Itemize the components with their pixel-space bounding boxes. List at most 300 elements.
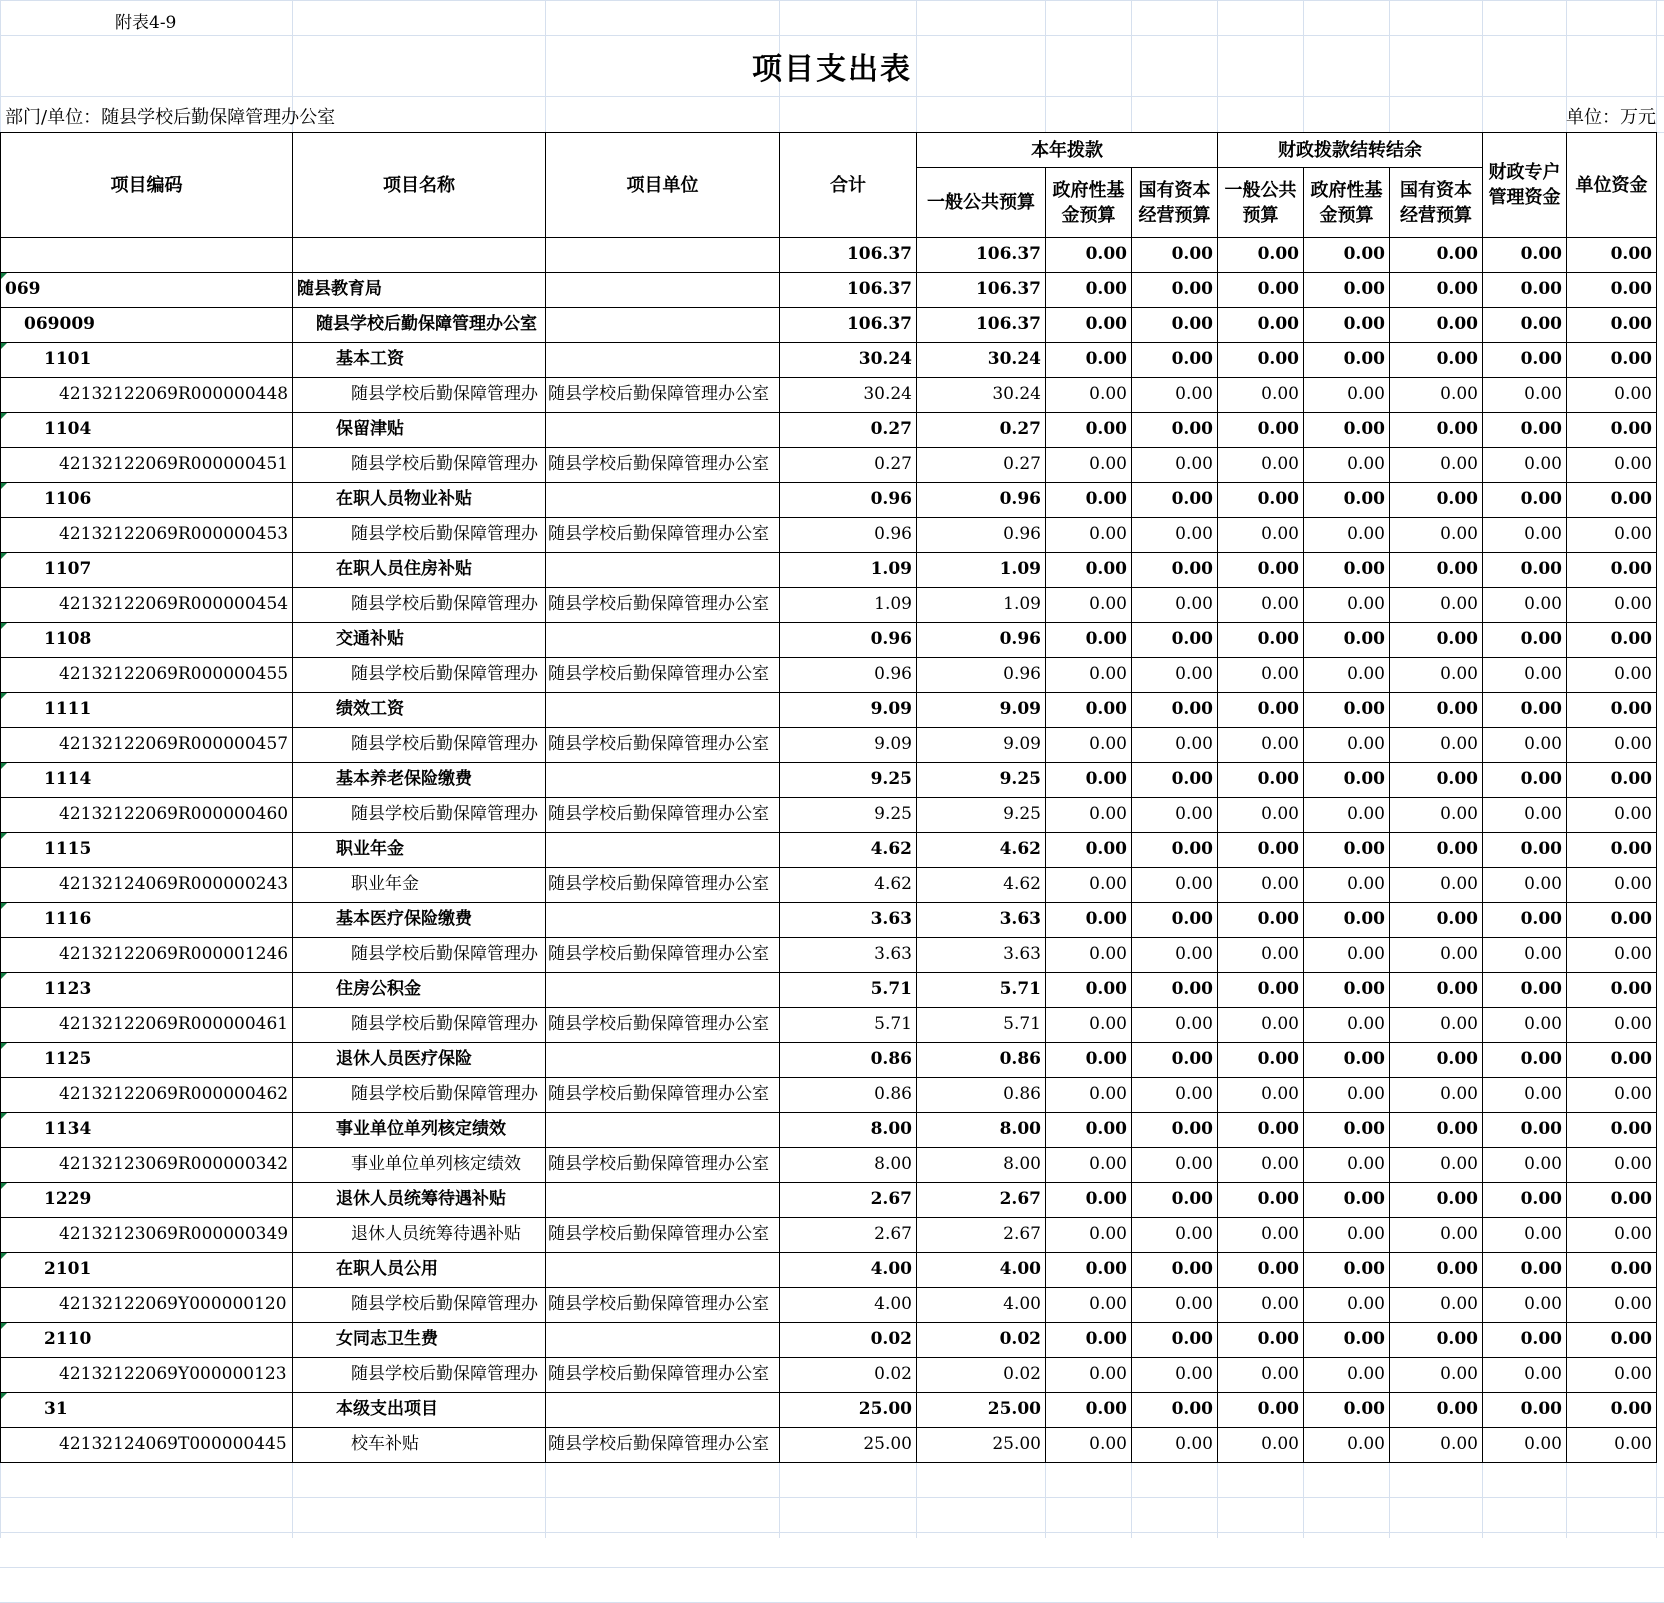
project-unit-cell — [548, 412, 775, 447]
amount-cell: 0.00 — [1089, 1224, 1127, 1244]
amount-cell: 0.00 — [1261, 734, 1299, 754]
amount-cell: 0.00 — [1436, 1399, 1478, 1419]
amount-cell: 0.00 — [1261, 804, 1299, 824]
amount-cell: 0.00 — [1257, 1119, 1299, 1139]
amount-cell: 0.00 — [1347, 1364, 1385, 1384]
column-rule — [1131, 167, 1132, 1462]
amount-cell: 0.00 — [1175, 454, 1213, 474]
amount-cell: 2.67 — [1003, 1224, 1041, 1244]
amount-cell: 0.00 — [1261, 1364, 1299, 1384]
amount-cell: 0.00 — [1085, 349, 1127, 369]
amount-cell: 0.00 — [1614, 524, 1652, 544]
amount-cell: 0.00 — [1347, 594, 1385, 614]
project-code-cell: 42132122069R000000461 — [59, 1014, 288, 1034]
amount-cell: 0.00 — [1175, 1364, 1213, 1384]
amount-cell: 0.00 — [1347, 1014, 1385, 1034]
amount-cell: 0.00 — [1257, 314, 1299, 334]
amount-cell: 4.00 — [870, 1259, 912, 1279]
column-rule — [1217, 132, 1218, 1463]
amount-cell: 4.62 — [874, 874, 912, 894]
amount-cell: 0.00 — [1089, 944, 1127, 964]
header-carryover-general-public: 一般公共预算 — [1218, 168, 1303, 237]
amount-cell: 25.00 — [863, 1434, 912, 1454]
cell-comment-indicator — [1, 343, 7, 349]
project-code-cell: 42132122069R000000460 — [59, 804, 288, 824]
amount-cell: 0.00 — [1257, 699, 1299, 719]
cell-comment-indicator — [1, 973, 7, 979]
amount-cell: 0.00 — [1175, 734, 1213, 754]
project-name-cell: 退休人员统筹待遇补贴 — [351, 1224, 521, 1244]
project-unit-cell — [548, 1392, 775, 1427]
amount-cell: 0.00 — [1171, 979, 1213, 999]
project-unit-cell: 随县学校后勤保障管理办公室 — [548, 1084, 769, 1104]
amount-cell: 0.00 — [1343, 1049, 1385, 1069]
amount-cell: 0.00 — [1085, 1189, 1127, 1209]
column-rule — [916, 132, 917, 1463]
amount-cell: 0.00 — [1614, 874, 1652, 894]
project-unit-cell: 随县学校后勤保障管理办公室 — [548, 454, 769, 474]
amount-cell: 0.00 — [1440, 524, 1478, 544]
amount-cell: 0.00 — [1436, 419, 1478, 439]
project-unit-cell — [548, 832, 775, 867]
amount-cell: 0.00 — [1089, 454, 1127, 474]
appendix-label: 附表4-9 — [115, 13, 177, 33]
column-rule — [292, 132, 293, 1463]
amount-cell: 0.00 — [1520, 314, 1562, 334]
project-unit-cell: 随县学校后勤保障管理办公室 — [548, 1364, 769, 1384]
project-code-cell: 1107 — [44, 559, 92, 579]
amount-cell: 1.09 — [870, 559, 912, 579]
header-project-unit: 项目单位 — [546, 133, 779, 237]
amount-cell: 0.00 — [1257, 1399, 1299, 1419]
column-rule — [1656, 132, 1657, 1463]
project-name-cell: 随县学校后勤保障管理办 — [351, 384, 538, 404]
amount-cell: 0.00 — [1520, 489, 1562, 509]
project-code-cell: 42132122069R000000453 — [59, 524, 288, 544]
amount-cell: 0.00 — [1085, 314, 1127, 334]
amount-cell: 0.00 — [1347, 804, 1385, 824]
amount-cell: 0.00 — [1085, 489, 1127, 509]
amount-cell: 0.00 — [1171, 314, 1213, 334]
amount-cell: 8.00 — [1003, 1154, 1041, 1174]
amount-cell: 0.02 — [999, 1329, 1041, 1349]
amount-cell: 0.00 — [1171, 699, 1213, 719]
amount-cell: 0.00 — [1171, 1049, 1213, 1069]
amount-cell: 0.00 — [1347, 1224, 1385, 1244]
amount-cell: 0.00 — [1257, 1189, 1299, 1209]
project-unit-cell — [548, 1182, 775, 1217]
project-code-cell: 42132123069R000000349 — [59, 1224, 288, 1244]
project-name-cell: 随县学校后勤保障管理办 — [351, 944, 538, 964]
amount-cell: 5.71 — [874, 1014, 912, 1034]
amount-cell: 3.63 — [870, 909, 912, 929]
amount-cell: 0.00 — [1440, 1014, 1478, 1034]
amount-cell: 0.00 — [1343, 699, 1385, 719]
amount-cell: 0.00 — [1257, 979, 1299, 999]
project-name-cell: 随县学校后勤保障管理办 — [351, 664, 538, 684]
project-name-cell: 本级支出项目 — [336, 1399, 438, 1419]
project-code-cell: 1106 — [44, 489, 92, 509]
amount-cell: 3.63 — [1003, 944, 1041, 964]
amount-cell: 9.25 — [874, 804, 912, 824]
amount-cell: 0.00 — [1610, 839, 1652, 859]
amount-cell: 0.00 — [1610, 244, 1652, 264]
amount-cell: 0.00 — [1524, 1084, 1562, 1104]
header-gov-fund-budget: 政府性基金预算 — [1046, 168, 1131, 237]
header-mid-rule — [916, 167, 1483, 168]
row-rule — [0, 1462, 1657, 1463]
header-total: 合计 — [780, 133, 916, 237]
cell-comment-indicator — [1, 1183, 7, 1189]
amount-cell: 0.00 — [1520, 909, 1562, 929]
amount-cell: 0.00 — [1440, 1294, 1478, 1314]
amount-cell: 0.00 — [1089, 664, 1127, 684]
project-name-cell: 住房公积金 — [336, 979, 421, 999]
amount-cell: 0.00 — [1436, 1259, 1478, 1279]
amount-cell: 9.09 — [1003, 734, 1041, 754]
amount-cell: 0.00 — [1171, 489, 1213, 509]
project-code-cell: 42132122069R000000457 — [59, 734, 288, 754]
amount-cell: 106.37 — [975, 314, 1041, 334]
header-group-carryover: 财政拨款结转结余 — [1218, 133, 1482, 167]
amount-cell: 0.00 — [1614, 594, 1652, 614]
amount-cell: 9.09 — [870, 699, 912, 719]
amount-cell: 0.00 — [1520, 629, 1562, 649]
amount-cell: 0.00 — [1610, 1189, 1652, 1209]
project-code-cell: 42132122069Y000000120 — [59, 1294, 287, 1314]
department-label: 部门/单位：随县学校后勤保障管理办公室 — [5, 107, 336, 128]
amount-cell: 0.00 — [1175, 664, 1213, 684]
amount-cell: 0.00 — [1257, 559, 1299, 579]
amount-cell: 1.09 — [999, 559, 1041, 579]
amount-cell: 0.00 — [1610, 1329, 1652, 1349]
header-carryover-gov-fund: 政府性基金预算 — [1304, 168, 1389, 237]
amount-cell: 0.00 — [1440, 1434, 1478, 1454]
amount-cell: 0.00 — [1261, 524, 1299, 544]
project-name-cell: 随县学校后勤保障管理办 — [351, 734, 538, 754]
amount-cell: 0.27 — [999, 419, 1041, 439]
project-unit-cell: 随县学校后勤保障管理办公室 — [548, 664, 769, 684]
amount-cell: 0.00 — [1614, 1014, 1652, 1034]
amount-cell: 0.00 — [1089, 874, 1127, 894]
column-rule — [1389, 167, 1390, 1462]
amount-cell: 0.00 — [1175, 384, 1213, 404]
amount-cell: 0.00 — [1524, 1224, 1562, 1244]
amount-cell: 0.00 — [1524, 454, 1562, 474]
amount-cell: 0.00 — [1175, 594, 1213, 614]
amount-cell: 0.00 — [1436, 699, 1478, 719]
amount-cell: 0.00 — [1520, 1119, 1562, 1139]
amount-cell: 0.00 — [1089, 384, 1127, 404]
amount-cell: 0.00 — [1524, 804, 1562, 824]
amount-cell: 2.67 — [874, 1224, 912, 1244]
amount-cell: 0.00 — [1257, 629, 1299, 649]
amount-cell: 0.00 — [1085, 1049, 1127, 1069]
amount-cell: 0.00 — [1610, 419, 1652, 439]
project-code-cell: 2101 — [44, 1259, 92, 1279]
amount-cell: 0.00 — [1089, 1364, 1127, 1384]
amount-cell: 0.00 — [1347, 874, 1385, 894]
amount-cell: 0.96 — [870, 489, 912, 509]
amount-cell: 0.00 — [1257, 489, 1299, 509]
amount-cell: 0.00 — [1610, 559, 1652, 579]
unit-label: 单位：万元 — [1566, 107, 1656, 128]
project-unit-cell: 随县学校后勤保障管理办公室 — [548, 804, 769, 824]
project-code-cell: 42132122069R000000455 — [59, 664, 288, 684]
project-code-cell: 069009 — [24, 314, 95, 334]
amount-cell: 0.00 — [1520, 1189, 1562, 1209]
amount-cell: 0.00 — [1347, 1434, 1385, 1454]
column-rule — [0, 132, 1, 1463]
amount-cell: 0.00 — [1343, 1259, 1385, 1279]
project-unit-cell — [548, 552, 775, 587]
amount-cell: 0.00 — [1524, 384, 1562, 404]
amount-cell: 0.02 — [870, 1329, 912, 1349]
project-name-cell: 随县学校后勤保障管理办 — [351, 1364, 538, 1384]
project-name-cell: 随县学校后勤保障管理办 — [351, 1084, 538, 1104]
amount-cell: 106.37 — [975, 279, 1041, 299]
project-name-cell: 职业年金 — [351, 874, 419, 894]
amount-cell: 0.00 — [1261, 944, 1299, 964]
header-unit-funds: 单位资金 — [1567, 133, 1656, 237]
amount-cell: 0.00 — [1343, 349, 1385, 369]
amount-cell: 0.00 — [1347, 1154, 1385, 1174]
amount-cell: 0.00 — [1436, 314, 1478, 334]
amount-cell: 0.00 — [1520, 419, 1562, 439]
amount-cell: 0.00 — [1343, 279, 1385, 299]
amount-cell: 0.00 — [1085, 1259, 1127, 1279]
amount-cell: 106.37 — [846, 314, 912, 334]
amount-cell: 0.00 — [1614, 1224, 1652, 1244]
cell-comment-indicator — [1, 483, 7, 489]
amount-cell: 0.00 — [1261, 874, 1299, 894]
amount-cell: 4.62 — [999, 839, 1041, 859]
amount-cell: 0.00 — [1089, 1294, 1127, 1314]
project-name-cell: 退休人员医疗保险 — [336, 1049, 472, 1069]
project-unit-cell: 随县学校后勤保障管理办公室 — [548, 734, 769, 754]
amount-cell: 9.25 — [999, 769, 1041, 789]
page-title: 项目支出表 — [752, 52, 912, 87]
project-unit-cell — [548, 342, 775, 377]
amount-cell: 0.00 — [1440, 1364, 1478, 1384]
amount-cell: 1.09 — [874, 594, 912, 614]
amount-cell: 0.00 — [1524, 874, 1562, 894]
project-code-cell: 069 — [5, 279, 41, 299]
amount-cell: 0.00 — [1085, 909, 1127, 929]
project-code-cell: 1134 — [44, 1119, 92, 1139]
project-unit-cell: 随县学校后勤保障管理办公室 — [548, 1154, 769, 1174]
amount-cell: 0.00 — [1175, 1014, 1213, 1034]
amount-cell: 0.00 — [1343, 314, 1385, 334]
amount-cell: 0.00 — [1614, 664, 1652, 684]
amount-cell: 1.09 — [1003, 594, 1041, 614]
amount-cell: 106.37 — [975, 244, 1041, 264]
amount-cell: 0.00 — [1347, 384, 1385, 404]
project-code-cell: 42132122069R000001246 — [59, 944, 288, 964]
amount-cell: 0.00 — [1343, 1119, 1385, 1139]
cell-comment-indicator — [1, 553, 7, 559]
column-rule — [1045, 167, 1046, 1462]
amount-cell: 0.00 — [1175, 1294, 1213, 1314]
amount-cell: 0.00 — [1440, 384, 1478, 404]
amount-cell: 0.00 — [1520, 1259, 1562, 1279]
amount-cell: 0.00 — [1440, 1084, 1478, 1104]
amount-cell: 0.00 — [1171, 909, 1213, 929]
project-name-cell: 交通补贴 — [336, 629, 404, 649]
amount-cell: 0.00 — [1257, 769, 1299, 789]
amount-cell: 0.96 — [999, 489, 1041, 509]
project-name-cell: 退休人员统筹待遇补贴 — [336, 1189, 506, 1209]
project-unit-cell — [548, 307, 775, 342]
amount-cell: 0.86 — [999, 1049, 1041, 1069]
project-name-cell: 事业单位单列核定绩效 — [351, 1154, 521, 1174]
project-name-cell — [295, 237, 541, 272]
amount-cell: 0.00 — [1343, 909, 1385, 929]
project-name-cell: 随县学校后勤保障管理办 — [351, 524, 538, 544]
amount-cell: 0.02 — [1003, 1364, 1041, 1384]
project-name-cell: 随县学校后勤保障管理办公室 — [316, 314, 537, 334]
amount-cell: 0.00 — [1520, 244, 1562, 264]
amount-cell: 0.00 — [1171, 1329, 1213, 1349]
amount-cell: 0.00 — [1089, 594, 1127, 614]
amount-cell: 0.00 — [1257, 1049, 1299, 1069]
project-unit-cell — [548, 692, 775, 727]
amount-cell: 0.00 — [1347, 734, 1385, 754]
project-code-cell: 1125 — [44, 1049, 92, 1069]
project-unit-cell: 随县学校后勤保障管理办公室 — [548, 384, 769, 404]
project-name-cell: 职业年金 — [336, 839, 404, 859]
amount-cell: 0.00 — [1175, 874, 1213, 894]
project-unit-cell — [548, 762, 775, 797]
project-unit-cell — [548, 622, 775, 657]
amount-cell: 25.00 — [987, 1399, 1041, 1419]
project-unit-cell: 随县学校后勤保障管理办公室 — [548, 1294, 769, 1314]
cell-comment-indicator — [1, 763, 7, 769]
header-carryover-state-capital: 国有资本经营预算 — [1390, 168, 1482, 237]
cell-comment-indicator — [1, 1323, 7, 1329]
amount-cell: 0.00 — [1614, 384, 1652, 404]
amount-cell: 0.00 — [1085, 559, 1127, 579]
amount-cell: 0.00 — [1520, 1329, 1562, 1349]
amount-cell: 8.00 — [870, 1119, 912, 1139]
project-unit-cell — [548, 1112, 775, 1147]
amount-cell: 0.00 — [1175, 524, 1213, 544]
amount-cell: 25.00 — [858, 1399, 912, 1419]
amount-cell: 0.00 — [1089, 1084, 1127, 1104]
amount-cell: 0.00 — [1343, 839, 1385, 859]
amount-cell: 0.00 — [1085, 279, 1127, 299]
amount-cell: 8.00 — [999, 1119, 1041, 1139]
amount-cell: 0.00 — [1175, 1224, 1213, 1244]
project-code-cell: 42132123069R000000342 — [59, 1154, 288, 1174]
amount-cell: 0.00 — [1614, 804, 1652, 824]
amount-cell: 5.71 — [1003, 1014, 1041, 1034]
amount-cell: 0.00 — [1610, 629, 1652, 649]
header-bottom-rule — [0, 237, 1657, 238]
amount-cell: 0.00 — [1085, 629, 1127, 649]
project-name-cell: 绩效工资 — [336, 699, 404, 719]
project-name-cell: 事业单位单列核定绩效 — [336, 1119, 506, 1139]
header-project-code: 项目编码 — [1, 133, 292, 237]
amount-cell: 0.00 — [1520, 979, 1562, 999]
amount-cell: 0.00 — [1343, 1399, 1385, 1419]
amount-cell: 0.96 — [1003, 524, 1041, 544]
amount-cell: 0.00 — [1343, 769, 1385, 789]
amount-cell: 0.00 — [1175, 1434, 1213, 1454]
amount-cell: 0.00 — [1440, 804, 1478, 824]
project-unit-cell — [548, 1252, 775, 1287]
amount-cell: 0.96 — [999, 629, 1041, 649]
project-code-cell: 1114 — [44, 769, 92, 789]
amount-cell: 0.00 — [1171, 419, 1213, 439]
amount-cell: 30.24 — [992, 384, 1041, 404]
amount-cell: 0.00 — [1261, 1154, 1299, 1174]
amount-cell: 0.00 — [1614, 1434, 1652, 1454]
amount-cell: 0.00 — [1085, 839, 1127, 859]
cell-comment-indicator — [1, 693, 7, 699]
amount-cell: 0.00 — [1085, 1119, 1127, 1139]
amount-cell: 0.00 — [1171, 629, 1213, 649]
amount-cell: 0.00 — [1171, 279, 1213, 299]
amount-cell: 0.00 — [1085, 979, 1127, 999]
amount-cell: 0.00 — [1614, 1364, 1652, 1384]
amount-cell: 9.25 — [870, 769, 912, 789]
column-rule — [1566, 132, 1567, 1463]
project-name-cell: 保留津贴 — [336, 419, 404, 439]
cell-comment-indicator — [1, 1253, 7, 1259]
project-name-cell: 基本医疗保险缴费 — [336, 909, 472, 929]
cell-comment-indicator — [1, 1043, 7, 1049]
amount-cell: 0.86 — [874, 1084, 912, 1104]
amount-cell: 0.00 — [1343, 979, 1385, 999]
amount-cell: 0.00 — [1610, 699, 1652, 719]
project-code-cell: 1123 — [44, 979, 92, 999]
amount-cell: 2.67 — [870, 1189, 912, 1209]
amount-cell: 9.09 — [999, 699, 1041, 719]
project-name-cell: 随县教育局 — [297, 279, 382, 299]
table-top-rule — [0, 132, 1657, 133]
amount-cell: 0.00 — [1614, 1154, 1652, 1174]
project-code-cell: 42132122069R000000451 — [59, 454, 288, 474]
project-code-cell: 42132122069Y000000123 — [59, 1364, 287, 1384]
project-unit-cell — [548, 1042, 775, 1077]
amount-cell: 0.96 — [874, 664, 912, 684]
amount-cell: 0.00 — [1524, 1364, 1562, 1384]
amount-cell: 0.00 — [1085, 699, 1127, 719]
amount-cell: 0.00 — [1524, 1434, 1562, 1454]
amount-cell: 0.00 — [1440, 734, 1478, 754]
amount-cell: 0.00 — [1175, 1154, 1213, 1174]
amount-cell: 0.00 — [1440, 664, 1478, 684]
amount-cell: 0.00 — [1171, 1259, 1213, 1279]
amount-cell: 2.67 — [999, 1189, 1041, 1209]
amount-cell: 0.00 — [1524, 664, 1562, 684]
column-rule — [779, 132, 780, 1463]
amount-cell: 0.96 — [874, 524, 912, 544]
amount-cell: 3.63 — [999, 909, 1041, 929]
project-name-cell: 基本养老保险缴费 — [336, 769, 472, 789]
amount-cell: 0.00 — [1085, 244, 1127, 264]
amount-cell: 0.00 — [1089, 524, 1127, 544]
cell-comment-indicator — [1, 623, 7, 629]
amount-cell: 0.00 — [1610, 349, 1652, 369]
amount-cell: 0.00 — [1261, 594, 1299, 614]
project-code-cell: 42132124069T000000445 — [59, 1434, 287, 1454]
amount-cell: 0.00 — [1089, 1154, 1127, 1174]
project-name-cell: 随县学校后勤保障管理办 — [351, 1014, 538, 1034]
amount-cell: 0.96 — [870, 629, 912, 649]
project-unit-cell — [548, 237, 775, 272]
